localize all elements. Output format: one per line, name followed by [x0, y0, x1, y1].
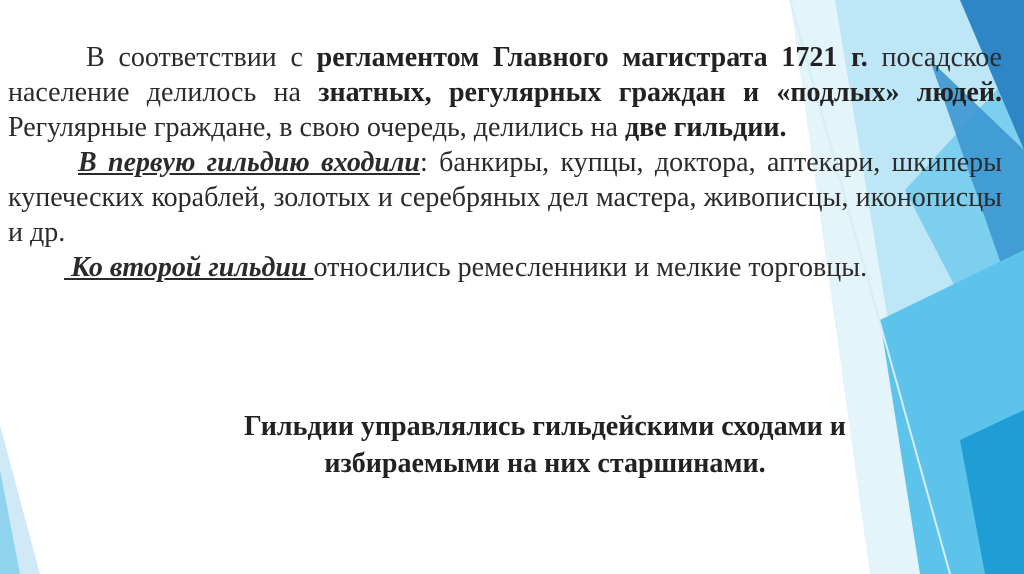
para1-text3: Регулярные граждане, в свою очередь, делились на: [8, 112, 625, 143]
first-guild-text: : банкиры, купцы, доктора, аптекари, шкиперы купеческих кораблей, золотых и серебряных дел мастера, живописцы, иконописцы и др.: [8, 147, 1002, 248]
second-guild-heading: Ко второй гильдии: [64, 252, 314, 283]
second-guild-text: относились ремесленники и мелкие торговцы.: [313, 252, 868, 283]
body-text: [8, 40, 1002, 285]
conclusion-block: [0, 408, 1024, 482]
para1-text2: посадское население делилось на: [8, 42, 1002, 108]
paragraph-first-guild: [8, 145, 1002, 250]
first-guild-heading: В первую гильдию входили: [78, 147, 420, 178]
para1-bold1: регламентом Главного магистрата 1721 г.: [316, 42, 868, 73]
para1-bold3: две гильдии.: [624, 112, 787, 143]
conclusion-line1: Гильдии управлялись гильдейскими сходами и: [244, 411, 846, 442]
paragraph-second-guild: [8, 250, 1002, 285]
para1-bold2: знатных, регулярных граждан и «подлых» людей.: [318, 77, 1002, 108]
para1-text1: В соответствии с: [86, 42, 317, 73]
paragraph-regulations: [8, 40, 1002, 145]
conclusion-line2: избираемыми на них старшинами.: [324, 448, 766, 479]
